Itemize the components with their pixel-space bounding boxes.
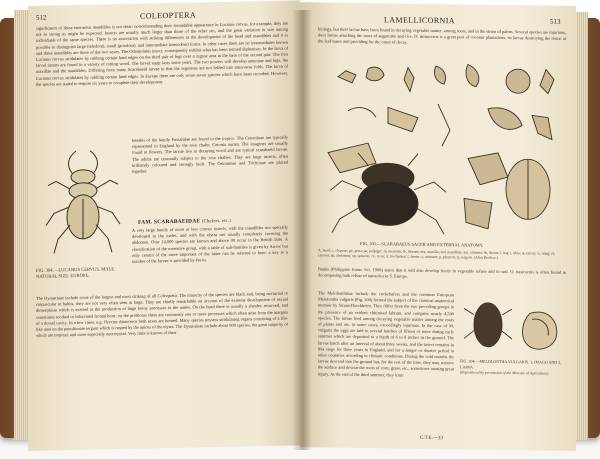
right-page-edges	[574, 12, 588, 440]
right-paragraph-top	[318, 26, 566, 55]
left-page	[28, 0, 300, 451]
right-page-number: 513	[550, 17, 561, 26]
right-figure-legend: A, head; c, clypeus; ge, gena; pa, palpiger; m, mentum; lb, labrum; mx, maxilla; md, mandible; ant, antenna; th, thorax; l, leg; t, tibia; ta, tarsus; w, wing; el, elytron; ab, abdomen; sp, spiracle; cx, coxa; tr, trochanter; f, femur; s, sternum; p, pleuron; ty, tergum. (After Berlese.)	[318, 248, 555, 260]
right-signature-mark: C.T.E.—33	[420, 435, 443, 442]
left-paragraph-family	[132, 225, 288, 290]
family-heading	[138, 218, 231, 226]
cockchafer-figure	[460, 294, 564, 357]
right-figure-caption: FIG. 303.—SCARABAEUS SACER AND EXTERNAL ANATOMY.	[360, 240, 484, 248]
left-text-top: significance of these enormous mandibles is not clear: notwithstanding their formidable appearance in Lucanus cervus, for example, they are not as strong as might be expected. Insects are usually much larger than those of the other sex, and the great variation in size among individuals of the same species. There is no association with striking differences in the development of the head and mandibles and it is possible to distinguish large (telodont), small (priodont), and intermediate (mesodont) forms. In other cases there are no intermediates known and these mandibles are those of the two sexes. The Odontolabis insect, consequently exhibit what has been termed diphenism. In the larva of Lucanus cervus stridulates by rubbing certain hard edges on the third pair of legs over a rugose area at the base of the second pair. The first larval instars are found in a variety of rotting wood. The larval stage lasts some years. The two powers will develop antennae and legs, the maxillae and the mandibles. Differing from many Scarabaeid larvae in that the segments are not folded into transverse folds. The larva of Lucanus cervus stridulates by rubbing certain hard edges. In Europe there are only some seven species which have been recorded. However, the species are stated to require six years to complete their development.	[36, 20, 288, 87]
left-text-family: A very large family of more or less convex insects, with the mandibles not specially developed in the males, and with the elytra not usually completely covering the abdomen. Over 14,000 species are known and above 90 occur in the British Isles. A classification of the extensive group, with a table of sub-families is given by Arrow but only certain of the more important of the latter can be referred to here: a key to a number of the larvae is provided by Perris.	[132, 224, 288, 264]
left-paragraph-mid	[132, 135, 288, 218]
left-figure-caption: FIG. 304.—LUCANUS CERVUS, MALE. NATURAL SIZE. EUROPE.	[36, 266, 116, 279]
book-gutter-shadow	[292, 10, 312, 450]
family-heading-title: FAM. SCARABAEIDAE	[138, 218, 201, 226]
left-text-bottom: The Dynastinae include some of the largest and most striking of all Coleoptera. The majority of the species are black and, being nocturnal or crepuscular in habits, they are not very often seen at large. They are chiefly remarkable on account of the extreme development of sexual dimorphism which is exerted in the production of large horny processes in the males. On the head there is usually a slender, recurved, and sometimes toothed or bifurcated frontal horn; on the prothorax there are commonly one or more processes which often arise from the margins of a dorsal cavity. In a few cases, e.g. Oryctes rhinoceros both sexes are horned. Many species possess stridulating organs consisting of a file-like area on the penultimate tergum which is rasped by the apices of the elytra. The Dynastinae include about 900 species, the great majority of which are tropical, and more especially neotropical. Very little is known of their	[36, 290, 288, 339]
right-paragraph-melolonthinae	[318, 290, 454, 384]
left-running-head: COLEOPTERA	[140, 10, 196, 21]
right-text-top: biology, but their larvae have been found in decaying vegetable matter, among roots, and in the stems of palms. Several species are injurious, their larvae attacking the roots of sugarcane and rice. D. rhinoceros is a great pest of coconut plantations, its larvae destroying the tissue at the leaf-bases and providing for the onset of decay.	[318, 26, 566, 46]
right-figure2-caption: FIG. 304.—MELOLONTHA VULGARIS. 1, IMAGO AND 2, LARVA.	[460, 358, 562, 370]
right-text-mid: Banks (Philippine Journ. Sci. 1906) states that it will also develop freely in vegetable refuse and in soil. O. nasicornis is often found in decomposing bark refuse of tanneries in S. Europe.	[318, 266, 566, 279]
right-page	[300, 2, 576, 451]
family-heading-note: (Chafers, etc.)	[201, 217, 232, 224]
right-running-head: LAMELLICORNIA	[384, 15, 455, 26]
right-figure2-note: (Reproduced by permission of the Ministry of Agriculture)	[460, 370, 549, 376]
left-page-number: 512	[36, 13, 47, 22]
right-text-melolonthinae: The Melolonthinae include the cockchafers and the common European Melolontha vulgaris (Fig. 304) formed the subject of the classical anatomical memoir by Straus-Durckheim. They differ from the two preceding groups in the presence of an evident chitinised labrum, and comprise nearly 4,500 species. The larvae feed among decaying vegetable matter among the roots of plants and are, in some cases, exceedingly injurious. In the case of M. vulgaris the eggs are laid in several batches of fifteen or more during early summer which are deposited to a depth of 6 to 8 inches in the ground. The larvae hatch after an interval of about three weeks, and the insect remains in this stage for three years in England, and for a longer or shorter period in other countries according to climatic conditions. During the cold months the larvae descend into the ground but, for the rest of the time, they may remove the surface and devour the roots of corn, grass, etc., sometimes causing great injury. At the end of the third summer, they form	[318, 290, 454, 378]
left-paragraph-top	[36, 21, 288, 136]
right-paragraph-mid	[318, 266, 566, 291]
left-text-mid: Beetles of the family Passalidae are found in the tropics. The Cetoniinae are typically represented in England by the rose chafer. Cetonia aurata. The imagines are usually found in flowers. The larvae live in decaying wood and are typical scarabaeid larvae. The adults are unusually subject to the rose chafers. They are large insects, often brilliantly coloured and strongly built. The Cetoniinae and Trichiinae are placed together.	[132, 134, 288, 174]
stag-beetle-figure	[38, 142, 128, 264]
left-paragraph-bottom	[36, 291, 288, 444]
scarab-anatomy-figure	[318, 56, 566, 241]
